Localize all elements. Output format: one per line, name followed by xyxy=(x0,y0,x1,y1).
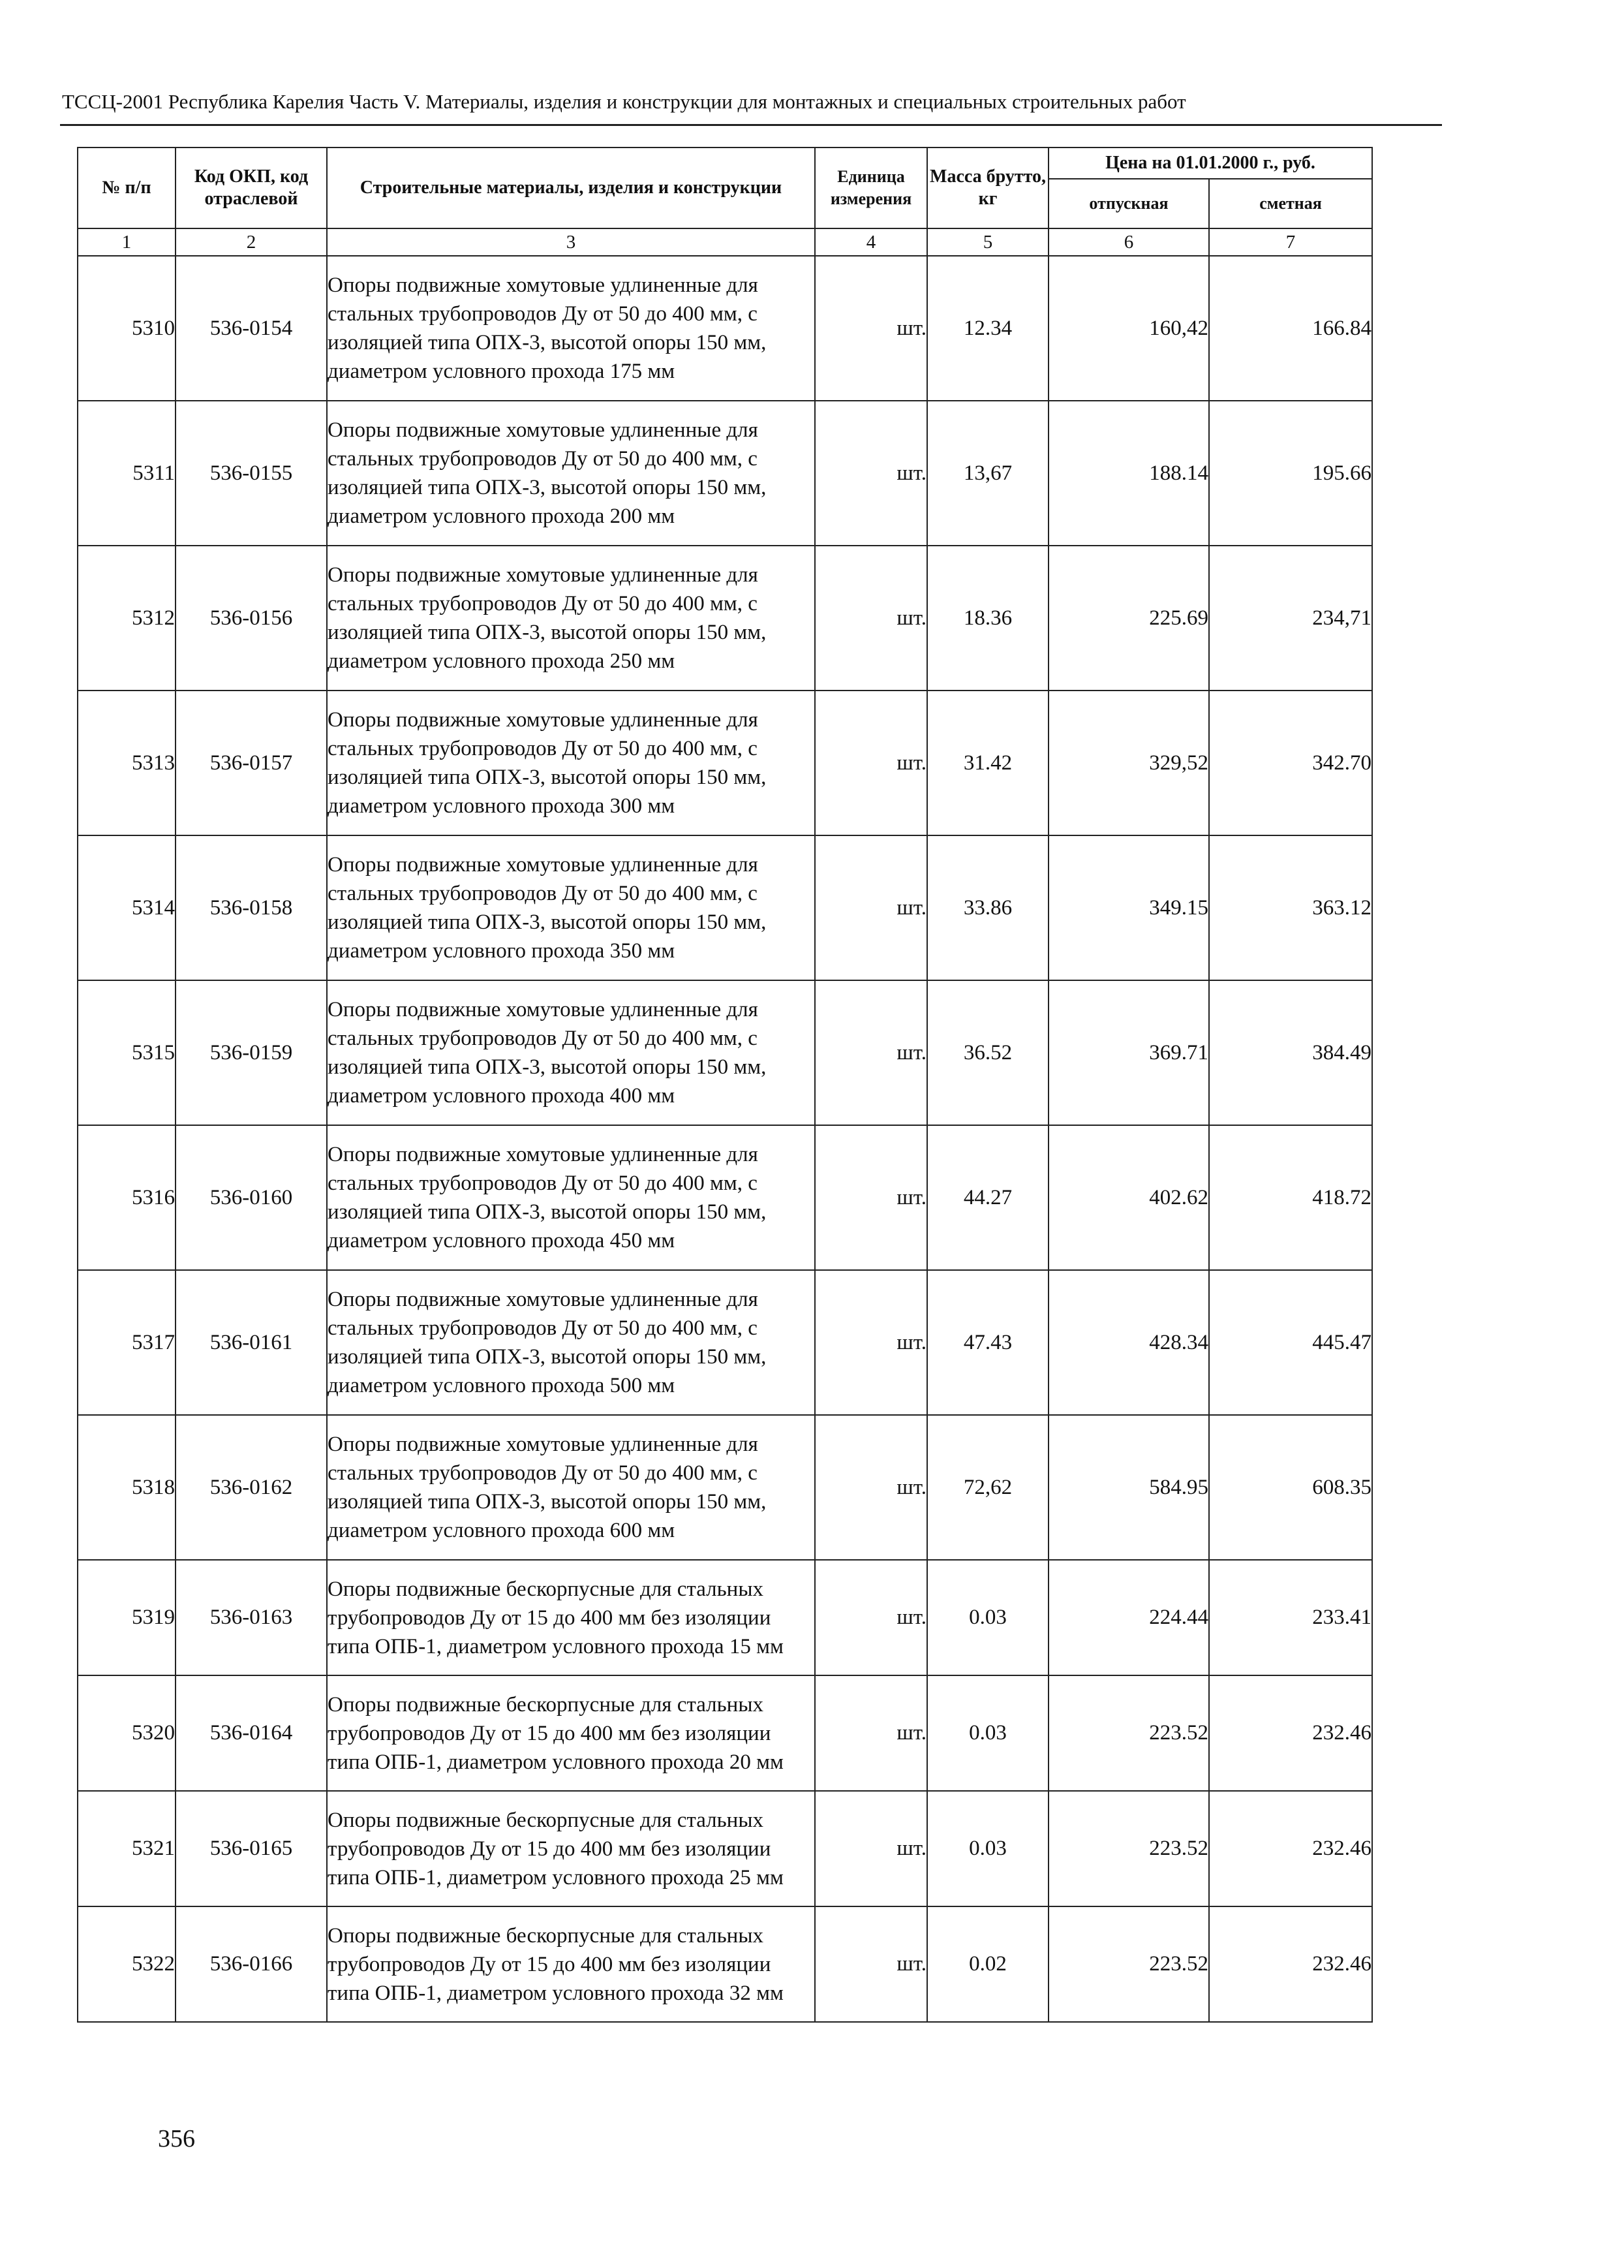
row-price-estimate: 233.41 xyxy=(1209,1560,1372,1675)
row-unit: шт. xyxy=(815,401,927,546)
row-description: Опоры подвижные хомутовые удлиненные для стальных трубопроводов Ду от 50 до 400 мм, с изоляцией типа ОПХ-3, высотой опоры 150 мм, диаметром условного прохода 500 мм xyxy=(327,1270,815,1415)
row-unit: шт. xyxy=(815,1125,927,1270)
row-description: Опоры подвижные хомутовые удлиненные для стальных трубопроводов Ду от 50 до 400 мм, с изоляцией типа ОПХ-3, высотой опоры 150 мм, диаметром условного прохода 250 мм xyxy=(327,546,815,691)
row-price-release: 349.15 xyxy=(1049,835,1209,980)
row-price-release: 369.71 xyxy=(1049,980,1209,1125)
row-description: Опоры подвижные бескорпусные для стальных трубопроводов Ду от 15 до 400 мм без изоляции типа ОПБ-1, диаметром условного прохода 25 мм xyxy=(327,1791,815,1906)
row-number: 5314 xyxy=(78,835,176,980)
table-row xyxy=(78,1415,1372,1560)
row-price-estimate: 342.70 xyxy=(1209,691,1372,835)
row-mass: 18.36 xyxy=(927,546,1049,691)
col-header-mass: Масса брутто, кг xyxy=(927,148,1049,228)
row-code: 536-0160 xyxy=(176,1125,327,1270)
row-code: 536-0162 xyxy=(176,1415,327,1560)
row-mass: 31.42 xyxy=(927,691,1049,835)
row-number: 5311 xyxy=(78,401,176,546)
table-row xyxy=(78,1791,1372,1906)
row-price-release: 224.44 xyxy=(1049,1560,1209,1675)
row-price-estimate: 608.35 xyxy=(1209,1415,1372,1560)
row-number: 5313 xyxy=(78,691,176,835)
row-number: 5321 xyxy=(78,1791,176,1906)
header-rule xyxy=(60,124,1442,126)
row-mass: 72,62 xyxy=(927,1415,1049,1560)
row-code: 536-0161 xyxy=(176,1270,327,1415)
column-index: 3 xyxy=(327,228,815,256)
table-row xyxy=(78,1906,1372,2022)
row-unit: шт. xyxy=(815,1270,927,1415)
row-price-release: 402.62 xyxy=(1049,1125,1209,1270)
row-code: 536-0163 xyxy=(176,1560,327,1675)
row-description: Опоры подвижные хомутовые удлиненные для стальных трубопроводов Ду от 50 до 400 мм, с изоляцией типа ОПХ-3, высотой опоры 150 мм, диаметром условного прохода 400 мм xyxy=(327,980,815,1125)
col-header-price-estimate: сметная xyxy=(1209,179,1372,228)
row-number: 5319 xyxy=(78,1560,176,1675)
row-description: Опоры подвижные бескорпусные для стальных трубопроводов Ду от 15 до 400 мм без изоляции типа ОПБ-1, диаметром условного прохода 20 мм xyxy=(327,1675,815,1791)
row-price-release: 584.95 xyxy=(1049,1415,1209,1560)
col-header-name: Строительные материалы, изделия и конструкции xyxy=(327,148,815,228)
col-header-price-release: отпускная xyxy=(1049,179,1209,228)
row-mass: 0.03 xyxy=(927,1791,1049,1906)
row-price-release: 223.52 xyxy=(1049,1791,1209,1906)
col-header-unit: Единица измерения xyxy=(815,148,927,228)
row-price-estimate: 195.66 xyxy=(1209,401,1372,546)
row-description: Опоры подвижные бескорпусные для стальных трубопроводов Ду от 15 до 400 мм без изоляции типа ОПБ-1, диаметром условного прохода 15 мм xyxy=(327,1560,815,1675)
row-code: 536-0156 xyxy=(176,546,327,691)
row-description: Опоры подвижные хомутовые удлиненные для стальных трубопроводов Ду от 50 до 400 мм, с изоляцией типа ОПХ-3, высотой опоры 150 мм, диаметром условного прохода 300 мм xyxy=(327,691,815,835)
row-price-release: 225.69 xyxy=(1049,546,1209,691)
row-code: 536-0164 xyxy=(176,1675,327,1791)
col-header-code: Код ОКП, код отраслевой xyxy=(176,148,327,228)
row-code: 536-0159 xyxy=(176,980,327,1125)
column-index: 7 xyxy=(1209,228,1372,256)
row-unit: шт. xyxy=(815,1675,927,1791)
row-number: 5315 xyxy=(78,980,176,1125)
row-unit: шт. xyxy=(815,1906,927,2022)
row-unit: шт. xyxy=(815,835,927,980)
row-code: 536-0155 xyxy=(176,401,327,546)
row-price-estimate: 234,71 xyxy=(1209,546,1372,691)
page-number: 356 xyxy=(158,2125,195,2152)
row-price-estimate: 363.12 xyxy=(1209,835,1372,980)
row-price-release: 188.14 xyxy=(1049,401,1209,546)
row-price-estimate: 232.46 xyxy=(1209,1675,1372,1791)
row-unit: шт. xyxy=(815,1560,927,1675)
row-mass: 44.27 xyxy=(927,1125,1049,1270)
row-price-estimate: 232.46 xyxy=(1209,1791,1372,1906)
column-index: 5 xyxy=(927,228,1049,256)
table-row xyxy=(78,256,1372,401)
row-unit: шт. xyxy=(815,546,927,691)
row-description: Опоры подвижные хомутовые удлиненные для стальных трубопроводов Ду от 50 до 400 мм, с изоляцией типа ОПХ-3, высотой опоры 150 мм, диаметром условного прохода 175 мм xyxy=(327,256,815,401)
row-number: 5320 xyxy=(78,1675,176,1791)
row-mass: 12.34 xyxy=(927,256,1049,401)
row-unit: шт. xyxy=(815,1791,927,1906)
table-row xyxy=(78,980,1372,1125)
column-index: 4 xyxy=(815,228,927,256)
column-index: 2 xyxy=(176,228,327,256)
page-header-title: ТССЦ-2001 Республика Карелия Часть V. Материалы, изделия и конструкции для монтажных и специальных строительных работ xyxy=(62,90,1186,113)
table-row xyxy=(78,835,1372,980)
row-number: 5318 xyxy=(78,1415,176,1560)
row-unit: шт. xyxy=(815,1415,927,1560)
row-code: 536-0165 xyxy=(176,1791,327,1906)
row-number: 5316 xyxy=(78,1125,176,1270)
row-description: Опоры подвижные хомутовые удлиненные для стальных трубопроводов Ду от 50 до 400 мм, с изоляцией типа ОПХ-3, высотой опоры 150 мм, диаметром условного прохода 200 мм xyxy=(327,401,815,546)
row-unit: шт. xyxy=(815,691,927,835)
row-description: Опоры подвижные хомутовые удлиненные для стальных трубопроводов Ду от 50 до 400 мм, с изоляцией типа ОПХ-3, высотой опоры 150 мм, диаметром условного прохода 450 мм xyxy=(327,1125,815,1270)
row-unit: шт. xyxy=(815,980,927,1125)
row-mass: 0.02 xyxy=(927,1906,1049,2022)
table-row xyxy=(78,401,1372,546)
row-mass: 47.43 xyxy=(927,1270,1049,1415)
table-body xyxy=(78,256,1372,2022)
table-header xyxy=(78,148,1372,256)
table-row xyxy=(78,691,1372,835)
col-header-price-group: Цена на 01.01.2000 г., руб. xyxy=(1049,148,1372,179)
row-code: 536-0157 xyxy=(176,691,327,835)
row-price-release: 428.34 xyxy=(1049,1270,1209,1415)
row-description: Опоры подвижные хомутовые удлиненные для стальных трубопроводов Ду от 50 до 400 мм, с изоляцией типа ОПХ-3, высотой опоры 150 мм, диаметром условного прохода 600 мм xyxy=(327,1415,815,1560)
table-row xyxy=(78,546,1372,691)
row-price-release: 160,42 xyxy=(1049,256,1209,401)
row-description: Опоры подвижные хомутовые удлиненные для стальных трубопроводов Ду от 50 до 400 мм, с изоляцией типа ОПХ-3, высотой опоры 150 мм, диаметром условного прохода 350 мм xyxy=(327,835,815,980)
row-price-release: 223.52 xyxy=(1049,1675,1209,1791)
row-description: Опоры подвижные бескорпусные для стальных трубопроводов Ду от 15 до 400 мм без изоляции типа ОПБ-1, диаметром условного прохода 32 мм xyxy=(327,1906,815,2022)
table-row xyxy=(78,1270,1372,1415)
row-mass: 13,67 xyxy=(927,401,1049,546)
row-price-release: 223.52 xyxy=(1049,1906,1209,2022)
row-code: 536-0154 xyxy=(176,256,327,401)
column-index: 6 xyxy=(1049,228,1209,256)
row-number: 5310 xyxy=(78,256,176,401)
row-unit: шт. xyxy=(815,256,927,401)
row-number: 5317 xyxy=(78,1270,176,1415)
price-table xyxy=(77,147,1373,2023)
row-mass: 36.52 xyxy=(927,980,1049,1125)
row-price-estimate: 418.72 xyxy=(1209,1125,1372,1270)
row-price-estimate: 232.46 xyxy=(1209,1906,1372,2022)
table-row xyxy=(78,1560,1372,1675)
row-code: 536-0166 xyxy=(176,1906,327,2022)
row-mass: 0.03 xyxy=(927,1675,1049,1791)
column-index: 1 xyxy=(78,228,176,256)
table-row xyxy=(78,1675,1372,1791)
row-number: 5312 xyxy=(78,546,176,691)
row-mass: 0.03 xyxy=(927,1560,1049,1675)
table-row xyxy=(78,1125,1372,1270)
row-code: 536-0158 xyxy=(176,835,327,980)
row-number: 5322 xyxy=(78,1906,176,2022)
row-price-estimate: 384.49 xyxy=(1209,980,1372,1125)
col-header-num: № п/п xyxy=(78,148,176,228)
row-price-estimate: 445.47 xyxy=(1209,1270,1372,1415)
column-index-row xyxy=(78,228,1372,256)
row-mass: 33.86 xyxy=(927,835,1049,980)
row-price-estimate: 166.84 xyxy=(1209,256,1372,401)
row-price-release: 329,52 xyxy=(1049,691,1209,835)
